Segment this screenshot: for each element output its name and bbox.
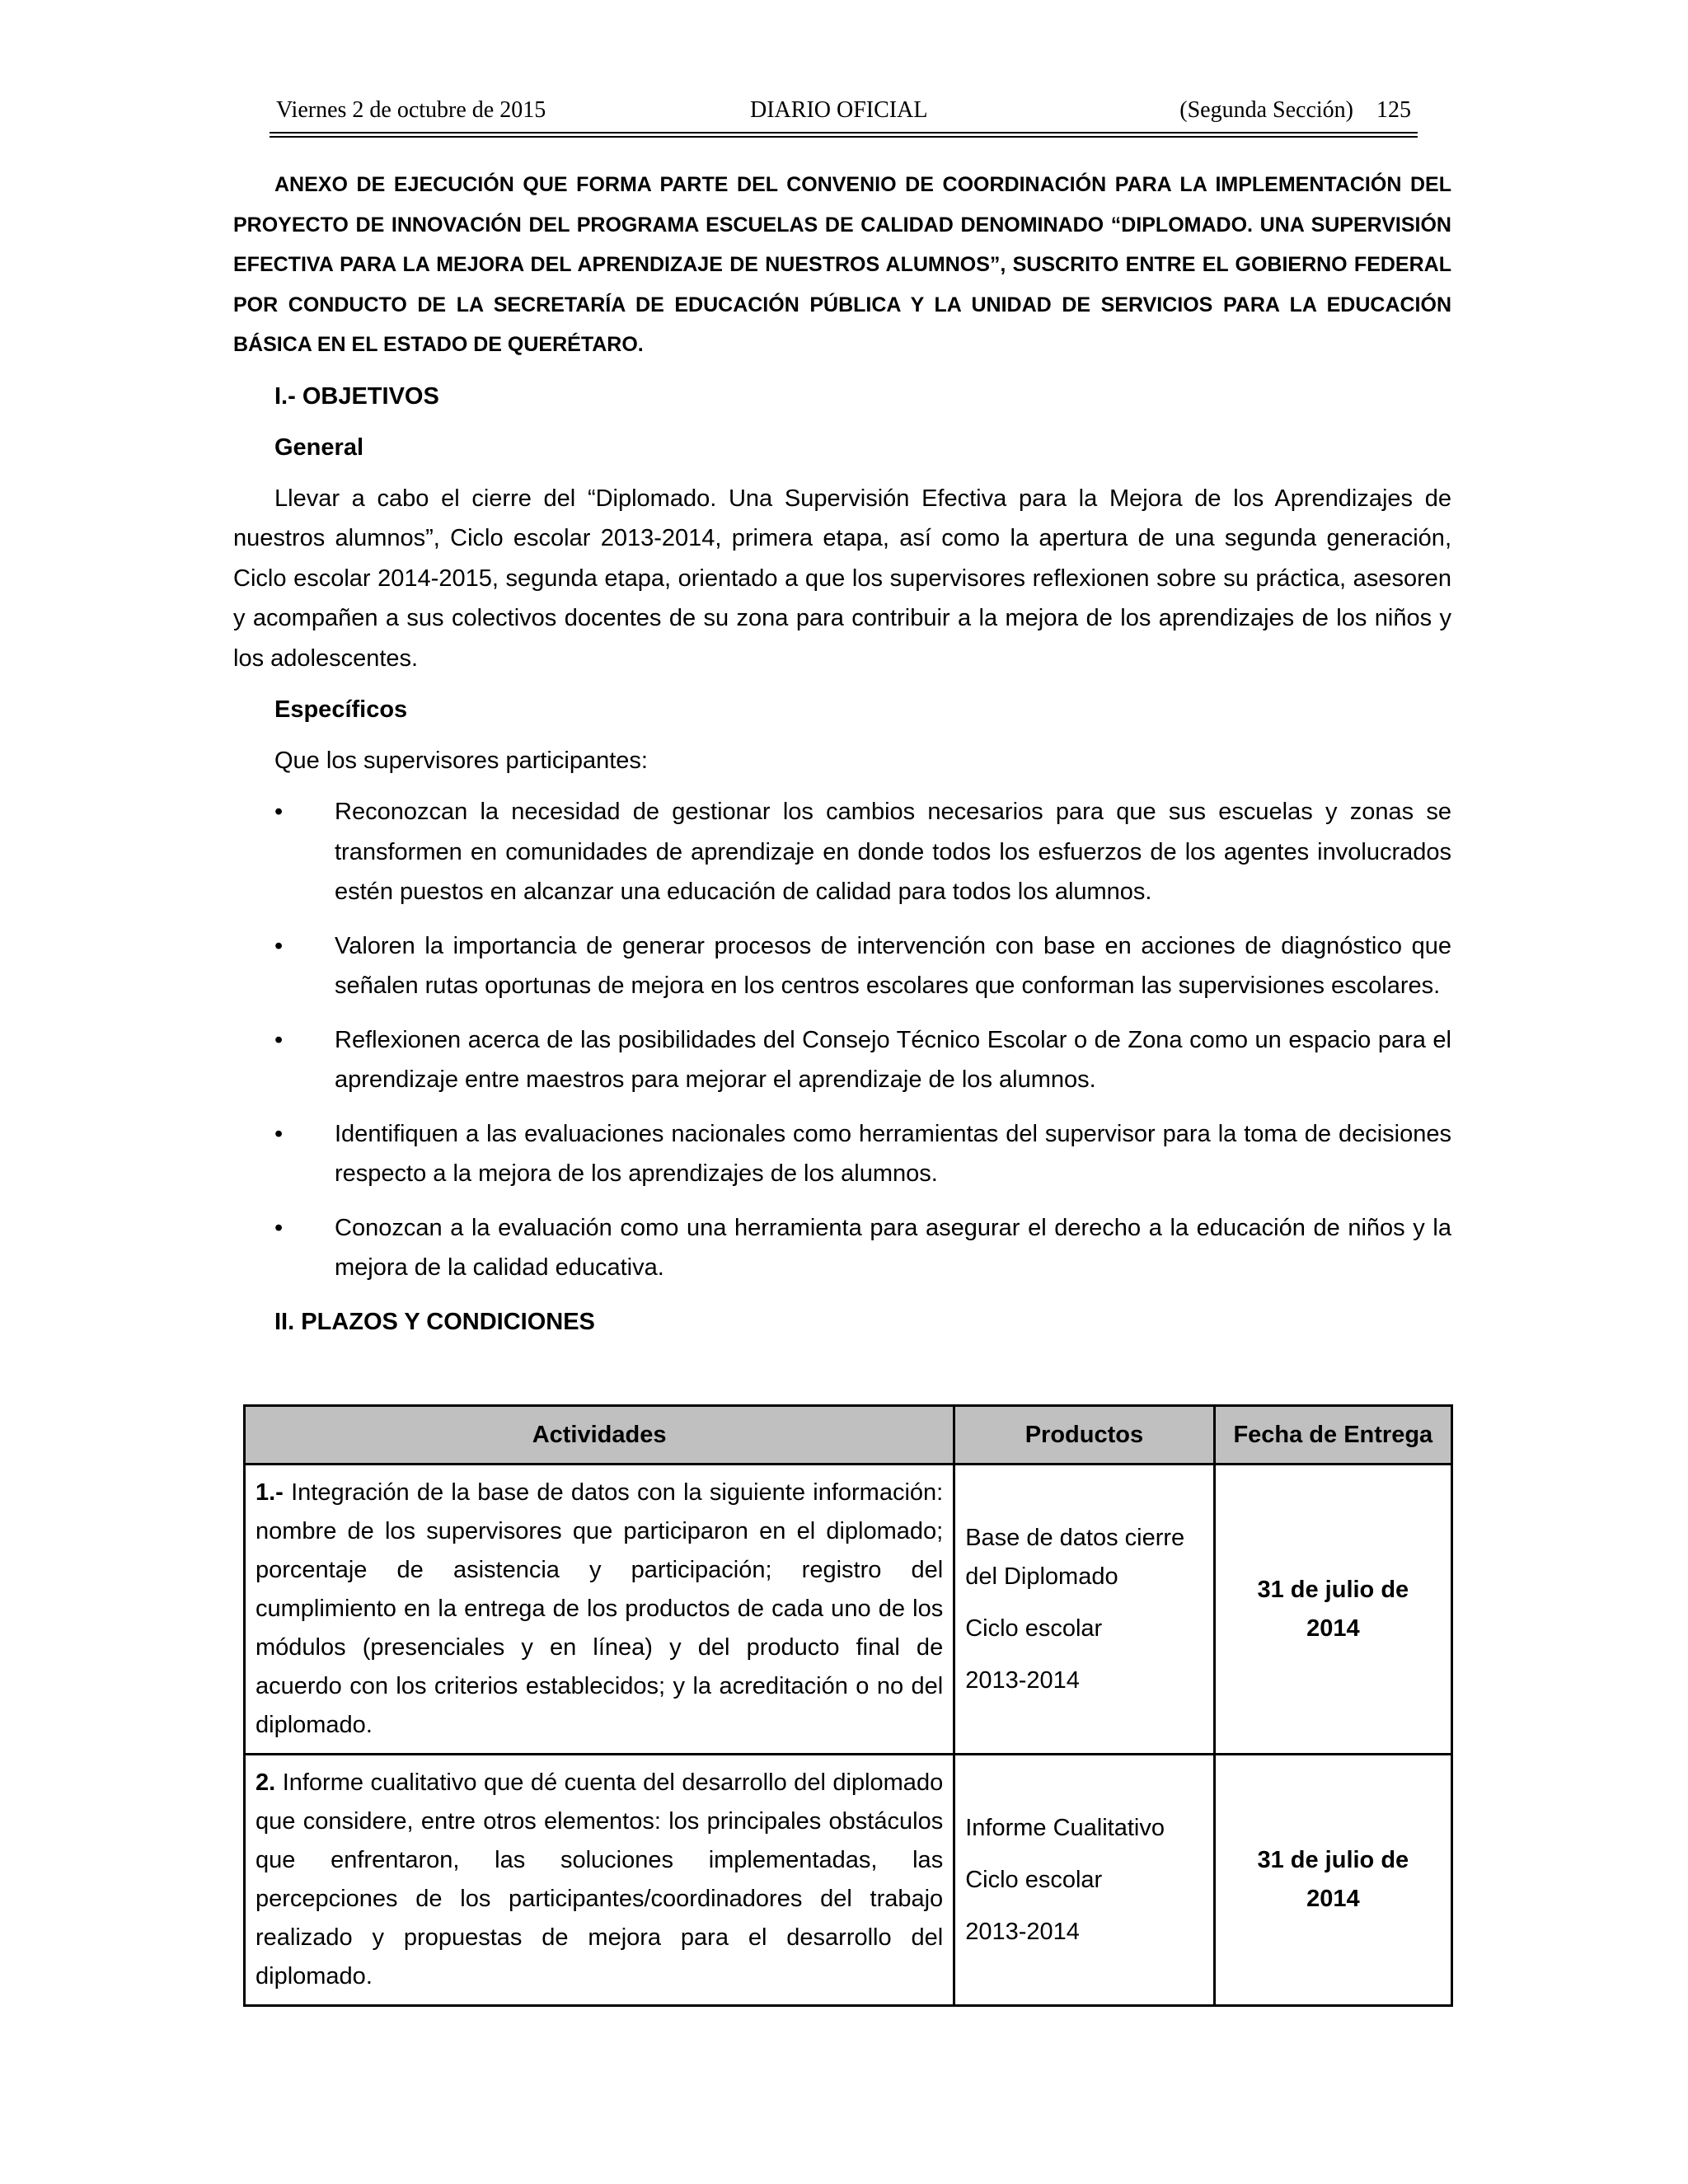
general-paragraph: Llevar a cabo el cierre del “Diplomado. Una Supervisión Efectiva para la Mejora de los Aprendizajes de nuestros alumnos”, Ciclo escolar 2013-2014, primera etapa, así como la apertura de una segunda generación, Ciclo escolar 2014-2015, segunda etapa, orientado a que los supervisores reflexionen sobre su práctica, asesoren y acompañen a sus colectivos docentes de su zona para contribuir a la mejora de los aprendizajes de los niños y los adolescentes. [233, 485, 1451, 672]
header-section-page [1179, 97, 1411, 124]
list-item [233, 792, 1451, 912]
header-publication: DIARIO OFICIAL [750, 97, 928, 123]
page-header [270, 92, 1418, 134]
bullet-icon: • [274, 1026, 284, 1053]
especificos-list [233, 792, 1451, 1288]
plazos-heading: II. PLAZOS Y CONDICIONES [274, 1308, 595, 1335]
activity-number: 2. [256, 1769, 276, 1796]
document-body [233, 165, 1451, 1342]
bullet-icon: • [274, 1120, 284, 1147]
date-line: 31 de julio de [1257, 1576, 1409, 1603]
list-item [233, 926, 1451, 1006]
product-cycle: 2013-2014 [965, 1666, 1080, 1694]
table-header-row [245, 1406, 1452, 1465]
date-cell [1214, 1465, 1451, 1755]
activity-cell [245, 1465, 954, 1755]
table-row [245, 1755, 1452, 2006]
list-item-text: Valoren la importancia de generar procesos de intervención con base en acciones de diagnóstico que señalen rutas oportunas de mejora en los centros escolares que conforman las supervisiones escolares. [335, 932, 1451, 999]
list-item [233, 1114, 1451, 1194]
column-header-fecha: Fecha de Entrega [1214, 1406, 1451, 1465]
date-year: 2014 [1306, 1615, 1360, 1642]
product-cycle-label: Ciclo escolar [965, 1615, 1103, 1642]
product-name: Base de datos cierre del Diplomado [965, 1524, 1185, 1590]
header-section: (Segunda Sección) [1179, 97, 1353, 123]
activity-text: Integración de la base de datos con la siguiente información: nombre de los supervisores que participaron en el diplomado; porcentaje de asistencia y participación; registro del cumplimiento en la entrega de los productos de cada uno de los módulos (presenciales y en línea) y del producto final de acuerdo con los criterios establecidos; y la acreditación o no del diplomado. [256, 1479, 944, 1738]
list-item-text: Identifiquen a las evaluaciones nacionales como herramientas del supervisor para la toma de decisiones respecto a la mejora de los aprendizajes de los alumnos. [335, 1120, 1451, 1187]
list-item-text: Reconozcan la necesidad de gestionar los cambios necesarios para que sus escuelas y zonas se transformen en comunidades de aprendizaje en donde todos los esfuerzos de los agentes involucrados estén puestos en alcanzar una educación de calidad para todos los alumnos. [335, 799, 1451, 905]
header-page-number: 125 [1376, 97, 1411, 123]
bullet-icon: • [274, 932, 284, 959]
especificos-heading: Específicos [274, 696, 408, 723]
activity-text: Informe cualitativo que dé cuenta del desarrollo del diplomado que considere, entre otros elementos: los principales obstáculos que enfrentaron, las soluciones implementadas, las percepciones de los participantes/coordinadores del trabajo realizado y propuestas de mejora para el desarrollo del diplomado. [256, 1769, 944, 1990]
bullet-icon: • [274, 1214, 284, 1241]
list-item-text: Conozcan a la evaluación como una herramienta para asegurar el derecho a la educación de niños y la mejora de la calidad educativa. [335, 1214, 1451, 1281]
product-cycle: 2013-2014 [965, 1918, 1080, 1945]
product-name: Informe Cualitativo [965, 1814, 1165, 1841]
column-header-actividades: Actividades [245, 1406, 954, 1465]
product-cycle-label: Ciclo escolar [965, 1866, 1103, 1893]
objetivos-heading: I.- OBJETIVOS [274, 382, 439, 410]
table-row [245, 1465, 1452, 1755]
activity-number: 1.- [256, 1479, 284, 1506]
especificos-intro: Que los supervisores participantes: [274, 748, 648, 774]
plazos-table [243, 1404, 1453, 2007]
date-cell [1214, 1755, 1451, 2006]
product-cell [954, 1755, 1214, 2006]
bullet-icon: • [274, 799, 284, 825]
general-heading: General [274, 434, 363, 461]
activity-cell [245, 1755, 954, 2006]
date-year: 2014 [1306, 1886, 1360, 1912]
date-line: 31 de julio de [1257, 1847, 1409, 1873]
list-item-text: Reflexionen acerca de las posibilidades del Consejo Técnico Escolar o de Zona como un espacio para el aprendizaje entre maestros para mejorar el aprendizaje de los alumnos. [335, 1026, 1451, 1093]
list-item [233, 1208, 1451, 1288]
document-title: ANEXO DE EJECUCIÓN QUE FORMA PARTE DEL CONVENIO DE COORDINACIÓN PARA LA IMPLEMENTACIÓN DEL PROYECTO DE INNOVACIÓN DEL PROGRAMA ESCUELAS DE CALIDAD DENOMINADO “DIPLOMADO. UNA SUPERVISIÓN EFECTIVA PARA LA MEJORA DEL APRENDIZAJE DE NUESTROS ALUMNOS”, SUSCRITO ENTRE EL GOBIERNO FEDERAL POR CONDUCTO DE LA SECRETARÍA DE EDUCACIÓN PÚBLICA Y LA UNIDAD DE SERVICIOS PARA LA EDUCACIÓN BÁSICA EN EL ESTADO DE QUERÉTARO. [233, 173, 1451, 356]
column-header-productos: Productos [954, 1406, 1214, 1465]
list-item [233, 1020, 1451, 1100]
product-cell [954, 1465, 1214, 1755]
header-date: Viernes 2 de octubre de 2015 [276, 97, 546, 123]
